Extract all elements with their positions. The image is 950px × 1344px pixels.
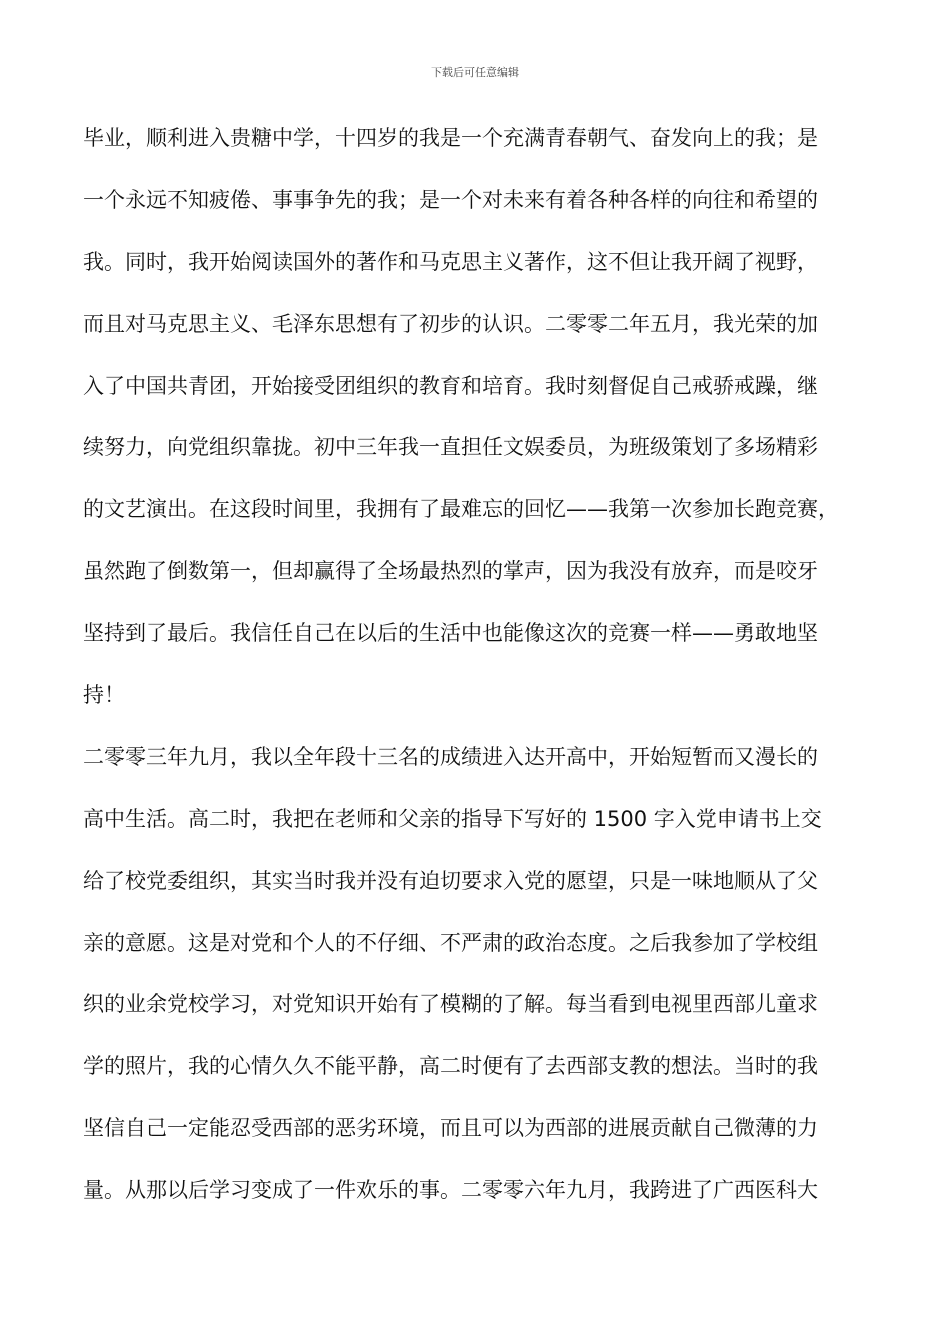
- document-body: [83, 116, 883, 1230]
- text-line: 亲的意愿。这是对党和个人的不仔细、不严肃的政治态度。之后我参加了学校组: [83, 930, 818, 955]
- text-line: 量。从那以后学习变成了一件欢乐的事。二零零六年九月，我跨进了广西医科大: [83, 1178, 818, 1203]
- text-line: 毕业，顺利进入贵糖中学，十四岁的我是一个充满青春朝气、奋发向上的我；是: [83, 126, 818, 150]
- page-header: 下载后可任意编辑: [431, 66, 519, 79]
- text-line: 织的业余党校学习，对党知识开始有了模糊的了解。每当看到电视里西部儿童求: [83, 992, 818, 1017]
- text-line: 坚信自己一定能忍受西部的恶劣环境，而且可以为西部的进展贡献自己微薄的力: [83, 1116, 818, 1141]
- text-line: 一个永远不知疲倦、事事争先的我；是一个对未来有着各种各样的向往和希望的: [83, 187, 818, 212]
- text-line: 高中生活。高二时，我把在老师和父亲的指导下写好的 1500 字入党申请书上交: [83, 806, 822, 831]
- text-line: 而且对马克思主义、毛泽东思想有了初步的认识。二零零二年五月，我光荣的加: [83, 311, 818, 336]
- text-line: 持！: [83, 683, 125, 708]
- text-line: 给了校党委组织，其实当时我并没有迫切要求入党的愿望，只是一味地顺从了父: [83, 868, 818, 893]
- text-line: 坚持到了最后。我信任自己在以后的生活中也能像这次的竞赛一样——勇敢地坚: [83, 621, 818, 646]
- text-line: 学的照片，我的心情久久不能平静，高二时便有了去西部支教的想法。当时的我: [83, 1054, 818, 1079]
- text-line: 入了中国共青团，开始接受团组织的教育和培育。我时刻督促自己戒骄戒躁，继: [83, 373, 818, 398]
- text-line: 我。同时，我开始阅读国外的著作和马克思主义著作，这不但让我开阔了视野，: [83, 249, 818, 274]
- text-line: 续努力，向党组织靠拢。初中三年我一直担任文娱委员，为班级策划了多场精彩: [83, 435, 818, 460]
- text-line: 的文艺演出。在这段时间里，我拥有了最难忘的回忆——我第一次参加长跑竞赛，: [83, 497, 839, 522]
- text-line: 虽然跑了倒数第一，但却赢得了全场最热烈的掌声，因为我没有放弃，而是咬牙: [83, 559, 818, 584]
- text-line: 二零零三年九月，我以全年段十三名的成绩进入达开高中，开始短暂而又漫长的: [83, 744, 818, 769]
